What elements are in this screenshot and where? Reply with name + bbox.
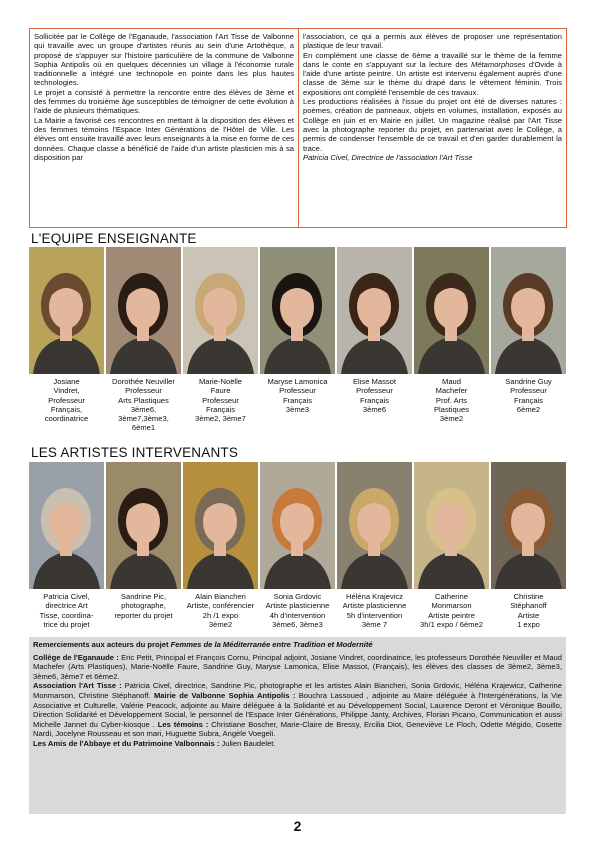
caption-line: Marie-Noëlle: [198, 377, 243, 386]
caption-line: 3ème2: [208, 619, 233, 629]
teacher-caption: [106, 377, 181, 433]
caption-line: 4h d'intervention: [269, 610, 326, 620]
caption-line: 3ème3: [285, 404, 310, 414]
caption-line: 3ème 7: [361, 619, 388, 629]
caption-line: Artiste plasticienne: [342, 601, 407, 611]
caption-line: Français: [205, 404, 236, 414]
caption-line: 3ème6: [362, 404, 387, 414]
artist-photo: [260, 462, 335, 589]
association-text: Patricia Civel, directrice, Sandrine Pic, photographe et les artistes Alain Biancheri, Sonia Grdovic, Héléna Krajewicz, Catherine Monmarson, Christine Stéphanoff.: [33, 681, 562, 700]
teacher-photo: [414, 247, 489, 374]
caption-line: Français: [282, 395, 313, 405]
artist-caption-row: [29, 592, 566, 629]
caption-line: Artiste peintre: [428, 610, 475, 620]
caption-line: Prof. Arts: [435, 395, 468, 405]
caption-line: 3ème6, 3ème7,3ème3,: [118, 404, 169, 424]
team-caption-row: [29, 377, 566, 433]
project-title: Femmes de la Méditerranée entre Tradition et Modernité: [170, 640, 373, 649]
caption-line: Français: [359, 395, 390, 405]
artist-photo: [106, 462, 181, 589]
caption-line: Josiane: [53, 377, 80, 386]
college-text: Eric Petit, Principal et François Cornu, Principal adjoint, Josiane Vindret, coordinatrice, les professeurs Dorothée Neuviller et Maud Machefer (Arts Plastiques), Marie-Noëlle Faure, Sandrine Guy, Maryse Lamonica, Elise Massot, (Français), les élèves des classes de 3ème2, 3ème3, 3ème6, 3ème7 et 6ème2.: [33, 652, 562, 681]
caption-line: Artiste plasticienne: [265, 601, 330, 611]
intro-text: d'Ovide à l'aide d'une artiste peintre. Un artiste est intervenu également auprès d'une classe de 3ème sur le thème du drapé dans le vêtement féminin. Trois expositions ont complété l'ensemble de ces travaux.: [303, 59, 562, 97]
association-label: Association l'Art Tisse :: [33, 681, 122, 691]
intro-left-column: [30, 29, 298, 227]
caption-line: Christine: [513, 592, 544, 601]
teacher-caption: [260, 377, 335, 433]
teacher-photo: [491, 247, 566, 374]
team-photo-row: [29, 247, 566, 374]
teacher-caption: [491, 377, 566, 433]
mairie-text: Bouchra Lassoued , adjointe au Maire déléguée à l'Intergénérations, la Vie Associative et Culturelle, Valérie Peacock, adjointe au Maire déléguée à la Solidarité et au Développement Social, Laurence Deront et Véronique Bouillo, Direction Solidarité et Développement Social, le personnel de l'Espace Inter Générations, Philippe Janty, Archives, Florian Picano, Communication et aussi Michelle Jannet du Cyber-kiosque .: [33, 690, 563, 729]
teacher-caption: [29, 377, 104, 433]
artist-caption: [29, 592, 104, 629]
artist-caption: [414, 592, 489, 629]
caption-line: Patricia Civel,: [43, 592, 90, 601]
teacher-photo: [260, 247, 335, 374]
caption-line: Artiste: [517, 610, 540, 620]
thanks-paragraph: [33, 653, 562, 682]
caption-line: 2h /1 expo: [202, 610, 239, 620]
caption-line: reporter du projet: [114, 610, 173, 620]
teacher-photo: [106, 247, 181, 374]
caption-line: 5h d'intervention: [346, 610, 403, 620]
artist-photo: [29, 462, 104, 589]
caption-line: Machefer: [435, 386, 468, 396]
intro-paragraph: l'association, ce qui a permis aux élèves de proposer une représentation plastique de leur travail.: [303, 32, 562, 51]
caption-line: Elise Massot: [352, 377, 397, 386]
intro-signature: Patricia Civel, Directrice de l'association l'Art Tisse: [303, 152, 473, 162]
book-title: Métamorphoses: [471, 59, 526, 69]
caption-line: Maud: [442, 377, 461, 386]
thanks-paragraph: [33, 681, 562, 739]
amis-label: Les Amis de l'Abbaye et du Patrimoine Valbonnais :: [33, 738, 220, 748]
caption-line: Sandrine Pic,: [120, 592, 167, 601]
temoins-label: Les témoins :: [157, 719, 209, 729]
caption-line: 6ème1: [131, 423, 156, 433]
caption-line: 3ème2: [439, 414, 464, 424]
artist-caption: [183, 592, 258, 629]
artist-photo: [183, 462, 258, 589]
mairie-label: Mairie de Valbonne Sophia Antipolis :: [153, 690, 296, 700]
caption-line: coordinatrice: [44, 414, 89, 424]
caption-line: Dorothée Neuviller: [112, 377, 175, 386]
intro-right-column: [298, 29, 566, 227]
artist-caption: [491, 592, 566, 629]
teacher-photo: [29, 247, 104, 374]
artist-caption: [260, 592, 335, 629]
caption-line: Sonia Grdovic: [273, 592, 322, 601]
caption-line: 3ème6, 3ème3: [272, 619, 323, 629]
artist-photo: [414, 462, 489, 589]
caption-line: directrice Art: [45, 601, 88, 611]
caption-line: Sandrine Guy: [505, 377, 552, 386]
caption-line: Maryse Lamonica: [267, 377, 328, 386]
teacher-photo: [183, 247, 258, 374]
intro-paragraph: [303, 51, 562, 97]
caption-line: Vindret,: [53, 386, 80, 396]
page-number: 2: [293, 818, 302, 834]
caption-line: Alain Biancheri: [195, 592, 246, 601]
thanks-box: [29, 637, 566, 814]
artist-photo: [337, 462, 412, 589]
teacher-caption: [414, 377, 489, 433]
artist-photo-row: [29, 462, 566, 589]
intro-box: [29, 28, 567, 228]
caption-line: Professeur: [202, 395, 239, 405]
thanks-heading: [33, 640, 562, 650]
teacher-photo: [337, 247, 412, 374]
artist-photo: [491, 462, 566, 589]
caption-line: Français: [513, 395, 544, 405]
caption-line: 1 expo: [517, 619, 540, 629]
caption-line: 3h/1 expo / 6ème2: [420, 619, 483, 629]
thanks-heading-text: Remerciements aux acteurs du projet: [33, 640, 171, 649]
artists-heading: LES ARTISTES INTERVENANTS: [31, 445, 239, 460]
caption-line: Monmarson: [431, 601, 472, 611]
caption-line: Professeur: [356, 386, 393, 396]
artist-caption: [106, 592, 181, 629]
intro-text: En complément une classe de 6ème a travaillé sur le thème de la femme dans le conte en s'appuyant sur la lecture des: [303, 50, 562, 69]
caption-line: Arts Plastiques: [118, 395, 169, 405]
temoins-text: Christiane Boscher, Marie-Claire de Bressy, Ercilia Diot, Geneviève Le Floch, Odette Mégido, Cosette Nardi, Jocelyne Rousseau et son mari, Huguette Subra, Angèle Voegeli.: [33, 719, 563, 739]
amis-text: Julien Baudelet.: [219, 738, 276, 748]
teacher-caption: [183, 377, 258, 433]
intro-paragraph: Les productions réalisées à l'issue du projet ont été de diverses natures : poèmes, création de panneaux, objets en volumes, installation, exposés au Collège en juin et en Mairie en juillet. Un magazine réalisé par l'Art Tisse avec la photographe reporter du projet, en partenariat avec le Collège, a permis de condenser l'ensemble de ce travail et d'en garder durablement la trace.: [303, 97, 562, 153]
caption-line: Professeur: [279, 386, 316, 396]
caption-line: 6ème2: [516, 404, 541, 414]
intro-paragraph: Sollicitée par le Collège de l'Eganaude, l'association l'Art Tisse de Valbonne qui travaille avec un groupe d'artistes réunis au sein d'une Artothèque, a proposé de s'appuyer sur l'histoire particulière de la commune de Valbonne Sophia Antipolis où en quelques décennies un village à l'économie rurale traditionnelle a intégré une technopole en pointe dans les plus hautes technologies.: [34, 32, 294, 88]
intro-paragraph: Le projet a consisté à permettre la rencontre entre des élèves de 3ème et des femmes du troisième âge susceptibles de témoigner de cette évolution à l'aide de plusieurs thématiques.: [34, 87, 294, 116]
caption-line: Catherine: [435, 592, 468, 601]
college-label: Collège de l'Eganaude :: [33, 652, 119, 662]
teacher-caption: [337, 377, 412, 433]
intro-paragraph: La Mairie a favorisé ces rencontres en mettant à la disposition des élèves et des femmes témoins l'Espace Inter Générations de l'Hôtel de Ville. Les élèves ont ensuite travaillé avec leurs enseignants à la mise en forme de ces données. Chaque classe a bénéficié de l'aide d'un artiste plasticien mis à sa disposition par: [34, 115, 294, 162]
caption-line: trice du projet: [43, 619, 90, 629]
caption-line: Professeur: [48, 395, 85, 405]
caption-line: Français,: [50, 404, 83, 414]
caption-line: photographe,: [121, 601, 166, 611]
team-heading: L'EQUIPE ENSEIGNANTE: [31, 231, 197, 246]
caption-line: Héléna Krajevicz: [346, 592, 403, 601]
caption-line: Faure: [210, 386, 231, 396]
caption-line: Stéphanoff: [510, 601, 547, 611]
thanks-paragraph: [33, 739, 562, 749]
caption-line: Professeur: [125, 386, 162, 396]
caption-line: Plastiques: [433, 404, 470, 414]
caption-line: 3ème2, 3ème7: [195, 414, 246, 424]
caption-line: Tisse, coordina-: [39, 610, 94, 620]
artist-caption: [337, 592, 412, 629]
caption-line: Artiste, conférencier: [186, 601, 255, 611]
caption-line: Professeur: [510, 386, 547, 396]
